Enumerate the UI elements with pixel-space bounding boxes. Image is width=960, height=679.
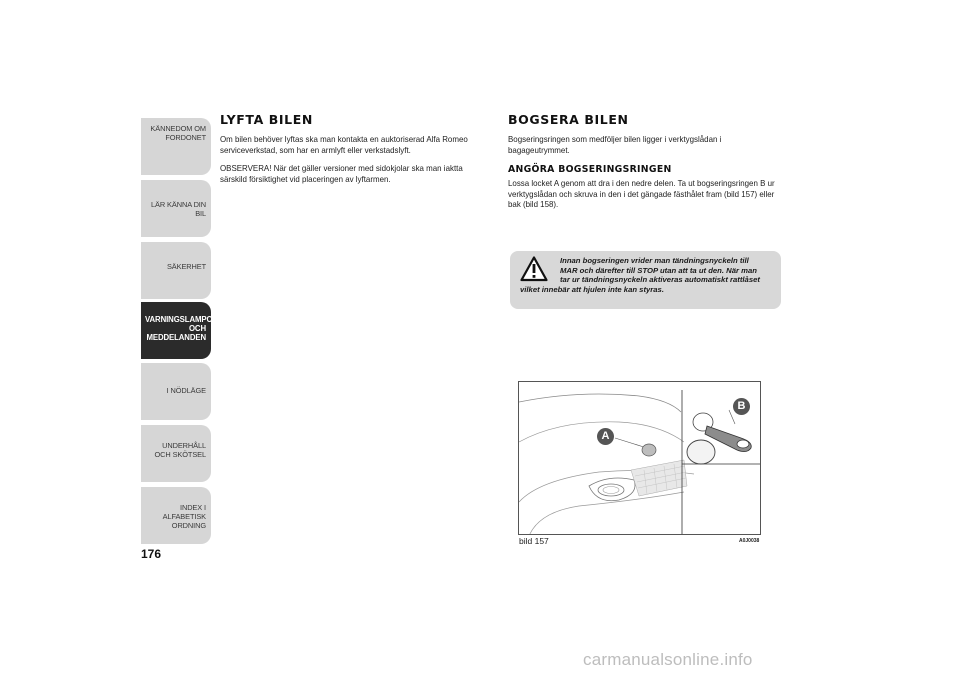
- warning-line: tar ur tändningsnyckeln aktiveras automatiskt rattlåset: [560, 275, 760, 285]
- section-heading-lyfta-bilen: LYFTA BILEN: [220, 112, 313, 127]
- left-column: [220, 112, 490, 193]
- page-number: 176: [141, 547, 162, 561]
- paragraph: Lossa locket A genom att dra i den nedre delen. Ta ut bogseringsringen B ur verktygslådan och skruva in den i det gängade fästhålet fram (bild 157) eller bak (bild 158).: [508, 179, 775, 209]
- paragraph: Bogseringsringen som medföljer bilen ligger i verktygslådan i bagageutrymmet.: [508, 135, 722, 155]
- tab-label: LÄR KÄNNA DIN BIL: [151, 200, 206, 218]
- tab-label: SÄKERHET: [166, 262, 206, 271]
- car-front-illustration: [519, 382, 761, 535]
- tab-label: VARNINGSLAMPOR OCH MEDDELANDEN: [145, 315, 218, 342]
- paragraph: OBSERVERA! När det gäller versioner med sidokjolar ska man iaktta särskild försiktighet vid placeringen av lyftarmen.: [220, 164, 463, 184]
- tab-kannedom-om-fordonet[interactable]: [141, 118, 211, 175]
- figure-code: A0J0038: [739, 538, 760, 544]
- tab-sakerhet[interactable]: [141, 242, 211, 299]
- tab-i-nodlage[interactable]: [141, 363, 211, 420]
- figure-caption: bild 157: [519, 536, 549, 546]
- paragraph: Om bilen behöver lyftas ska man kontakta en auktoriserad Alfa Romeo serviceverkstad, som har en armlyft eller verkstadslyft.: [220, 135, 468, 155]
- tab-label: KÄNNEDOM OM FORDONET: [150, 124, 206, 142]
- warning-line: MAR och därefter till STOP utan att ta ut den. När man: [560, 265, 757, 275]
- subheading-angora-bogseringsringen: ANGÖRA BOGSERINGSRINGEN: [508, 164, 672, 175]
- tab-underhall-och-skotsel[interactable]: [141, 425, 211, 482]
- warning-line: Innan bogseringen vrider man tändningsnyckeln till: [560, 256, 749, 265]
- watermark-text: carmanualsonline.info: [583, 650, 753, 669]
- tab-label: I NÖDLÄGE: [166, 386, 206, 395]
- callout-a: A: [597, 428, 614, 445]
- warning-text: [510, 256, 772, 294]
- tab-index-i-alfabetisk-ordning[interactable]: [141, 487, 211, 544]
- warning-box: [510, 251, 781, 309]
- section-heading-bogsera-bilen: BOGSERA BILEN: [508, 112, 629, 127]
- tab-label: UNDERHÅLL OCH SKÖTSEL: [154, 441, 206, 459]
- tab-label: INDEX I ALFABETISK ORDNING: [162, 503, 206, 530]
- tab-varningslampor-och-meddelanden[interactable]: [141, 302, 218, 359]
- callout-b: B: [733, 398, 750, 415]
- warning-line: vilket innebär att hjulen inte kan styras.: [520, 284, 664, 294]
- figure-tow-hook-front: [518, 381, 761, 535]
- tab-lar-kanna-din-bil[interactable]: [141, 180, 211, 237]
- right-column: [508, 112, 783, 219]
